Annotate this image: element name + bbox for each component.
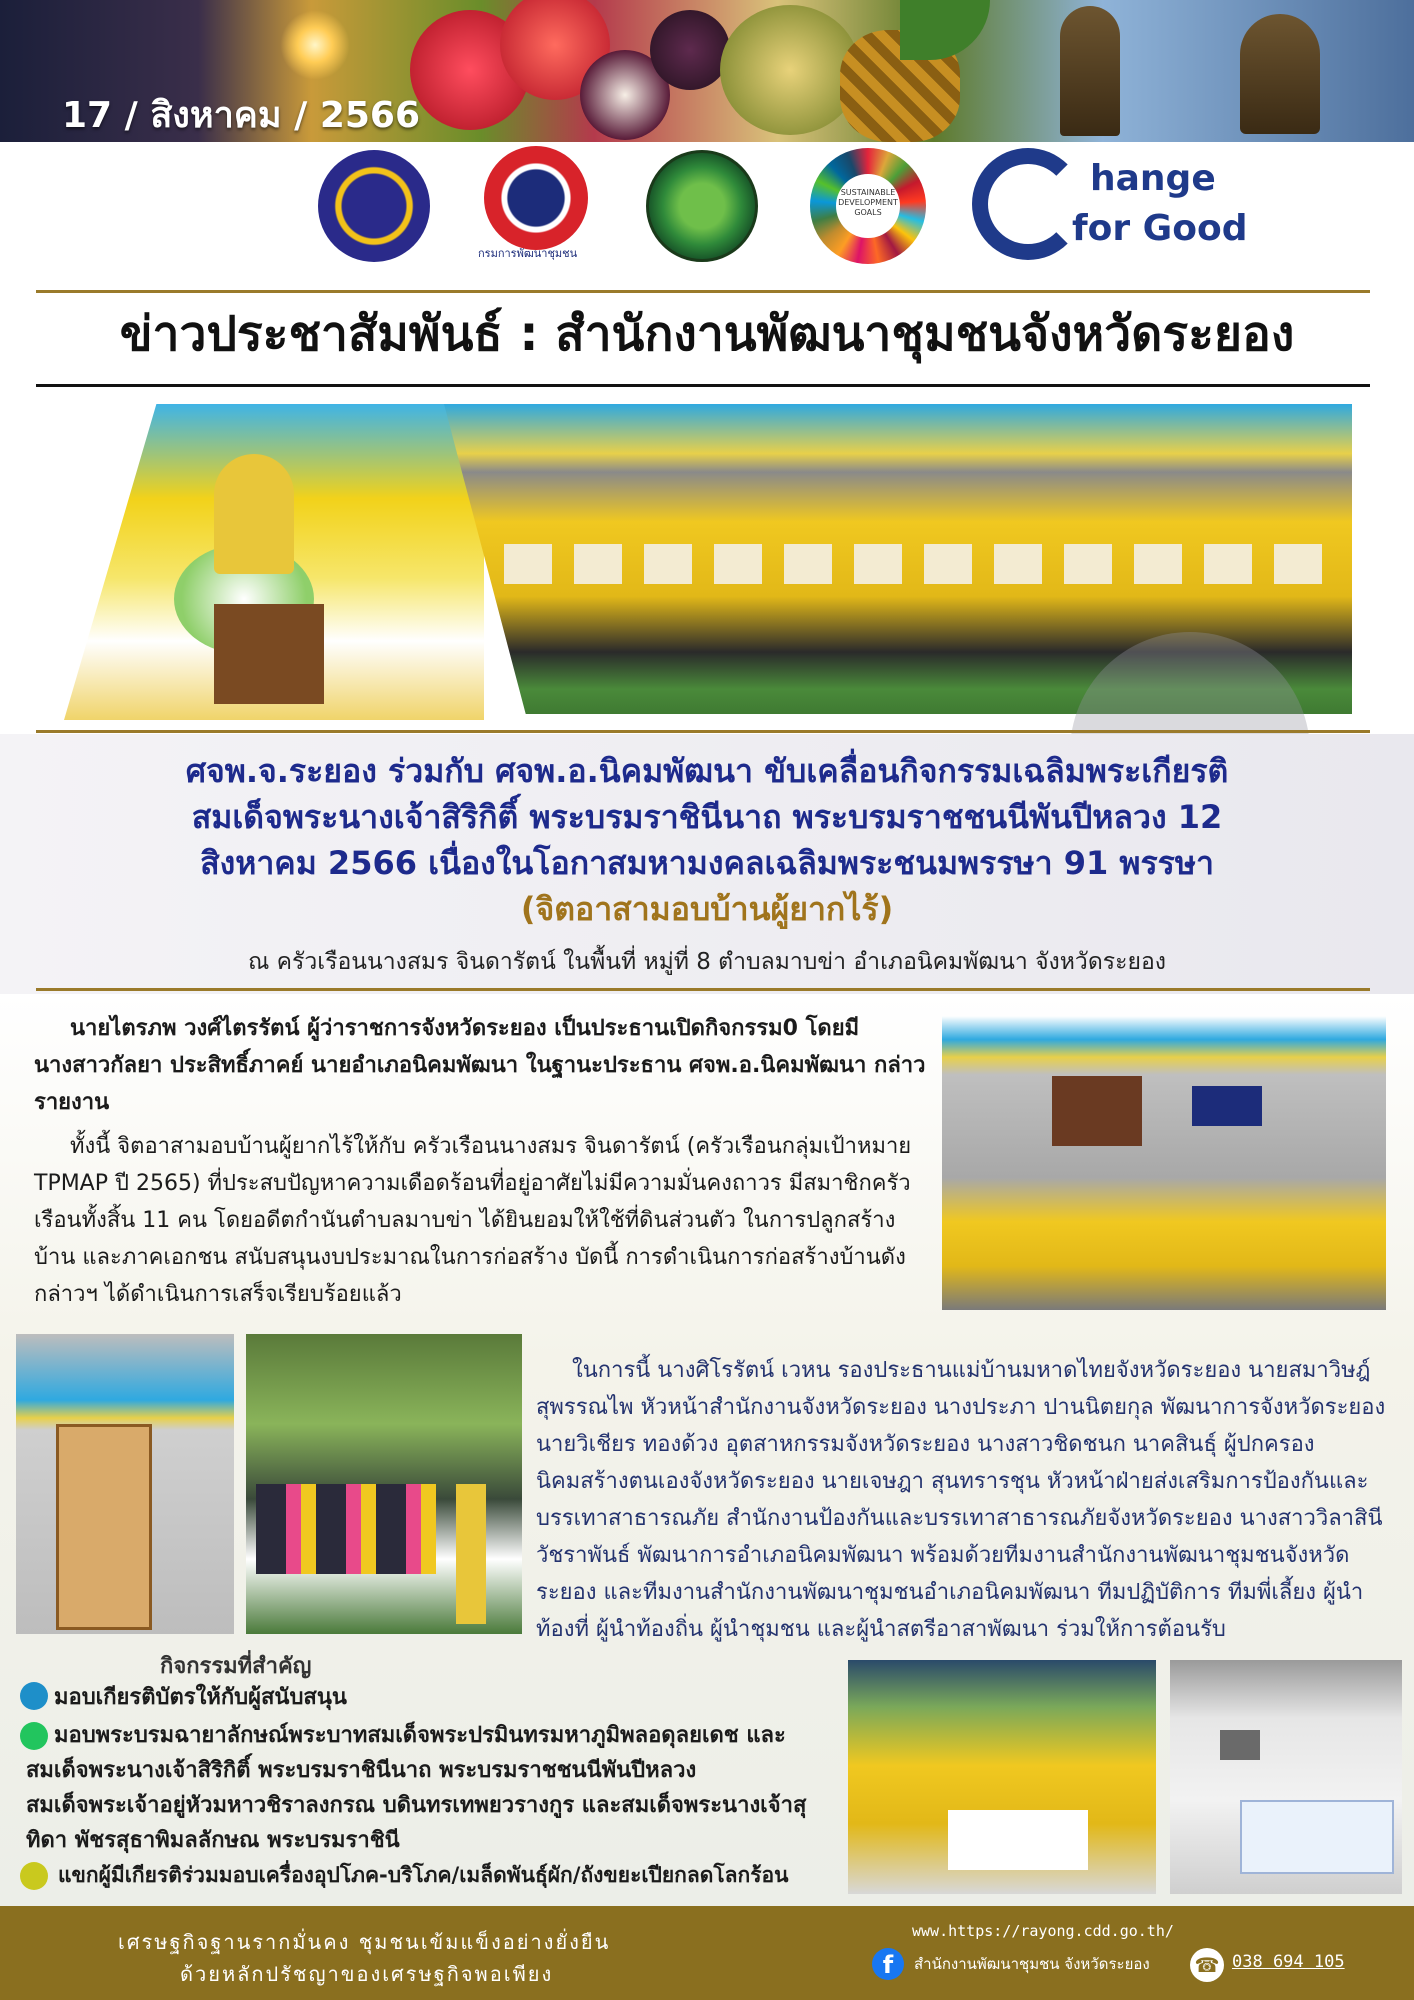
paragraph: ทั้งนี้ จิตอาสามอบบ้านผู้ยากไร้ให้กับ ครัวเรือนนางสมร จินดารัตน์ (ครัวเรือนกลุ่มเป้าหมาย TPMAP ปี 2565) ที่ประสบปัญหาความเดือดร้อนที่อยู่อาศัยไม่มีความมั่นคงถาวร มีสมาชิกครัวเรือนทั้งสิ้น 11 คน โดยอดีตกำนันตำบลมาบข่า ได้ยินยอมให้ใช้ที่ดินส่วนตัว ในการปลูกสร้างบ้าน และภาคเอกชน สนับสนุนงบประมาณในการก่อสร้าง บัดนี้ การดำเนินการก่อสร้างบ้านดังกล่าวฯ ได้ดำเนินการเสร็จเรียบร้อยแล้ว: [34, 1134, 912, 1307]
speaker-figure: [214, 454, 294, 574]
volunteers-photo: [848, 1660, 1156, 1894]
divider: [36, 730, 1370, 733]
activity-line: สมเด็จพระนางเจ้าสิริกิติ์ พระบรมราชินีนาถ พระบรมราชชนนีพันปีหลวง: [26, 1758, 697, 1783]
page-title: ข่าวประชาสัมพันธ์ : สำนักงานพัฒนาชุมชนจังหวัดระยอง: [119, 306, 1295, 362]
province-seal-logo: [318, 150, 430, 262]
bullet-icon: [20, 1862, 48, 1890]
headline-line: ศจพ.จ.ระยอง ร่วมกับ ศจพ.อ.นิคมพัฒนา ขับเคลื่อนกิจกรรมเฉลิมพระเกียรติ: [185, 752, 1229, 790]
podium: [456, 1484, 486, 1624]
paragraph: นายไตรภพ วงศ์ไตรรัตน์ ผู้ว่าราชการจังหวัดระยอง เป็นประธานเปิดกิจกรรม0 โดยมี นางสาวกัลยา ประสิทธิ์ภาคย์ นายอำเภอนิคมพัฒนา ในฐานะประธาน ศจพ.อ.นิคมพัฒนา กล่าวรายงาน: [34, 1016, 926, 1115]
house-interior-photo: [1170, 1660, 1402, 1894]
statue-image: [1240, 14, 1320, 134]
activity-line: สมเด็จพระเจ้าอยู่หัวมหาวชิราลงกรณ บดินทรเทพยวรางกูร และสมเด็จพระนางเจ้าสุ: [26, 1793, 807, 1818]
activity-line: ทิดา พัชรสุธาพิมลลักษณ พระบรมราชินี: [26, 1828, 400, 1853]
plaque: [1192, 1086, 1262, 1126]
house-door-photo: [16, 1334, 234, 1634]
activities-title: กิจกรรมที่สำคัญ: [160, 1654, 312, 1679]
phone-icon[interactable]: ☎: [1190, 1948, 1224, 1982]
activity-line: มอบพระบรมฉายาลักษณ์พระบาทสมเด็จพระปรมินทรมหาภูมิพลอดุลยเดช และ: [54, 1723, 786, 1748]
divider: [36, 988, 1370, 991]
wooden-door: [56, 1424, 152, 1630]
headline-subtitle: (จิตอาสามอบบ้านผู้ยากไร้): [520, 890, 894, 928]
divider: [36, 290, 1370, 293]
sdg-logo-center: [836, 174, 900, 238]
activity-item: [26, 1718, 846, 1858]
footer-slogan: เศรษฐกิจฐานรากมั่นคง ชุมชนเข้มแข็งอย่างยั่งยืน: [118, 1930, 611, 1954]
headline-line: สมเด็จพระนางเจ้าสิริกิติ์ พระบรมราชินีนาถ พระบรมราชชนนีพันปีหลวง 12: [191, 798, 1223, 836]
activity-item: แขกผู้มีเกียรติร่วมมอบเครื่องอุปโภค-บริโภค/เมล็ดพันธุ์ผัก/ถังขยะเปียกลดโลกร้อน: [58, 1863, 789, 1887]
paragraph: ในการนี้ นางศิโรรัตน์ เวหน รองประธานแม่บ้านมหาดไทยจังหวัดระยอง นายสมาวิษฎ์ สุพรรณไพ หัวหน้าสำนักงานจังหวัดระยอง นางประภา ปานนิตยกุล พัฒนาการจังหวัดระยอง นายวิเชียร ทองด้วง อุตสาหกรรมจังหวัดระยอง นางสาวชิดชนก นาคสินธุ์ ผู้ปกครองนิคมสร้างตนเองจังหวัดระยอง นายเจษฎา สุนทรารชุน หัวหน้าฝ่ายส่งเสริมการป้องกันและบรรเทาสาธารณภัย สำนักงานป้องกันและบรรเทาสาธารณภัยจังหวัดระยอง นางสาววิลาสินี วัชราพันธ์ พัฒนาการอำเภอนิคมพัฒนา พร้อมด้วยทีมงานสำนักงานพัฒนาชุมชนจังหวัดระยอง และทีมงานสำนักงานพัฒนาชุมชนอำเภอนิคมพัฒนา ทีมปฏิบัติการ ทีมพี่เลี้ยง ผู้นำท้องที่ ผู้นำท้องถิ่น ผู้นำชุมชน และผู้นำสตรีอาสาพัฒนา ร่วมให้การต้อนรับ: [536, 1358, 1386, 1642]
phone-number[interactable]: 038 694 105: [1232, 1952, 1345, 1972]
meeting-photo: [246, 1334, 522, 1634]
seated-people: [256, 1484, 436, 1574]
statue-image: [1060, 6, 1120, 136]
mangosteen-image: [650, 10, 730, 90]
sdg-caption: SUSTAINABLE DEVELOPMENT GOALS: [838, 188, 898, 217]
header-banner: [0, 0, 1414, 142]
sun-glow: [280, 10, 350, 80]
headline: [40, 748, 1374, 932]
cdd-logo: [484, 146, 588, 250]
window: [1052, 1076, 1142, 1146]
facebook-icon[interactable]: f: [872, 1948, 904, 1980]
divider: [36, 384, 1370, 387]
window: [1220, 1730, 1260, 1760]
certificate-row: [504, 544, 1324, 584]
mattress: [1240, 1800, 1394, 1874]
change-text: hange: [1090, 158, 1216, 199]
podium: [214, 604, 324, 704]
cdd-logo-caption: กรมการพัฒนาชุมชน: [478, 247, 578, 260]
table: [948, 1810, 1088, 1870]
date-text: 17 / สิงหาคม / 2566: [62, 95, 421, 136]
bullet-icon: [20, 1682, 48, 1710]
headline-line: สิงหาคม 2566 เนื่องในโอกาสมหามงคลเฉลิมพระชนมพรรษา 91 พรรษา: [200, 844, 1214, 882]
for-good-text: for Good: [1072, 208, 1248, 249]
location-text: ณ ครัวเรือนนางสมร จินดารัตน์ ในพื้นที่ หมู่ที่ 8 ตำบลมาบข่า อำเภอนิคมพัฒนา จังหวัดระยอง: [247, 949, 1167, 975]
speaker-photo: [64, 404, 484, 720]
leaf-image: [900, 0, 990, 60]
activity-item: มอบเกียรติบัตรให้กับผู้สนับสนุน: [54, 1685, 347, 1710]
facebook-page-link[interactable]: สำนักงานพัฒนาชุมชน จังหวัดระยอง: [914, 1955, 1150, 1973]
durian-image: [720, 5, 860, 135]
district-seal-logo: [646, 150, 758, 262]
website-link[interactable]: www.https://rayong.cdd.go.th/: [912, 1922, 1174, 1940]
footer-slogan: ด้วยหลักปรัชญาของเศรษฐกิจพอเพียง: [180, 1962, 554, 1986]
change-for-good-logo: [972, 148, 1084, 260]
house-visit-photo: [942, 1016, 1386, 1310]
